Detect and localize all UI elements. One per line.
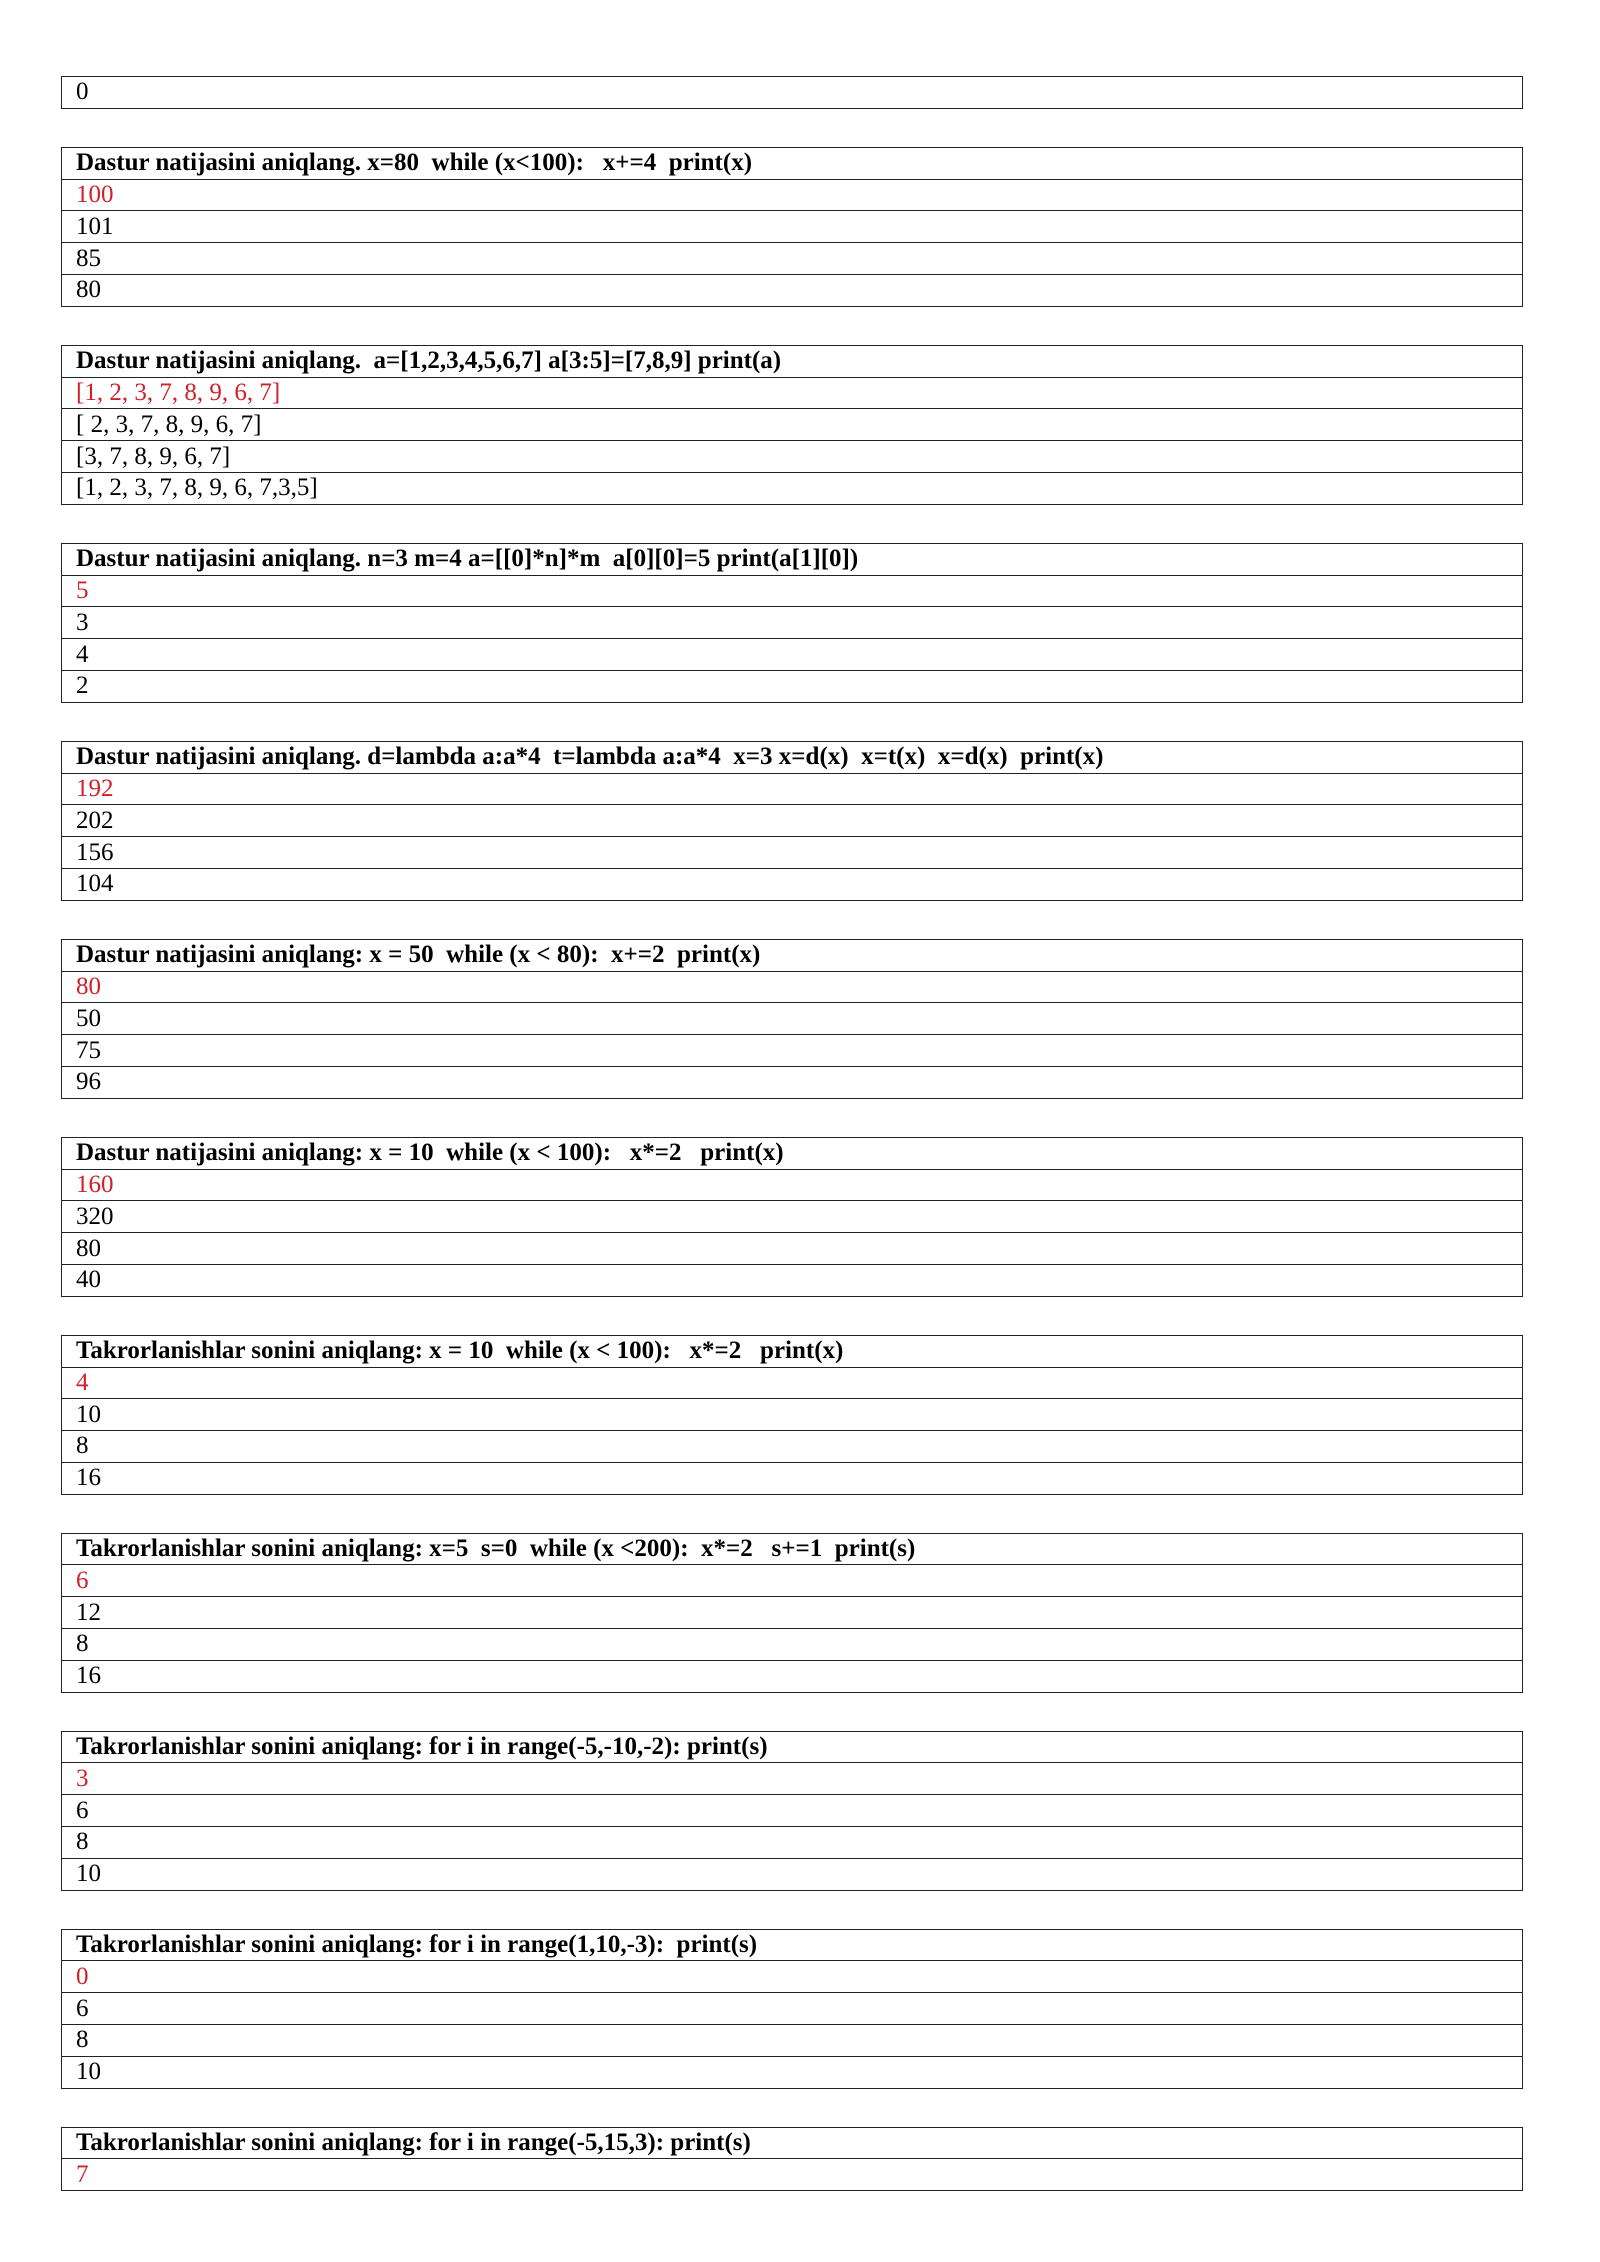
correct-answer-option: 80 — [62, 971, 1523, 1003]
question-table — [61, 345, 1523, 505]
correct-answer-option: 0 — [62, 1961, 1523, 1993]
question-table — [61, 2127, 1523, 2192]
answer-option: 6 — [62, 1993, 1523, 2025]
answer-option: [1, 2, 3, 7, 8, 9, 6, 7,3,5] — [62, 472, 1523, 504]
answer-option: [ 2, 3, 7, 8, 9, 6, 7] — [62, 409, 1523, 441]
answer-option: 80 — [62, 274, 1523, 306]
answer-option: 8 — [62, 1431, 1523, 1463]
answer-option: 8 — [62, 2025, 1523, 2057]
answer-option: 0 — [76, 78, 89, 106]
answer-option: 2 — [62, 670, 1523, 702]
question-text: Takrorlanishlar sonini aniqlang: for i in range(1,10,-3): print(s) — [76, 1931, 758, 1959]
leading-answer-table — [61, 76, 1523, 109]
question-text: Takrorlanishlar sonini aniqlang: x = 10 while (x < 100): x*=2 print(x) — [76, 1337, 844, 1365]
question-table — [61, 1335, 1523, 1495]
answer-option: 10 — [62, 1858, 1523, 1890]
answer-option: 12 — [62, 1597, 1523, 1629]
answer-option: 202 — [62, 805, 1523, 837]
question-text: Dastur natijasini aniqlang. d=lambda a:a*4 t=lambda a:a*4 x=3 x=d(x) x=t(x) x=d(x) print(x) — [76, 743, 1104, 771]
correct-answer-option: 192 — [62, 773, 1523, 805]
question-text: Takrorlanishlar sonini aniqlang: for i in range(-5,-10,-2): print(s) — [76, 1733, 768, 1761]
answer-option: 6 — [62, 1795, 1523, 1827]
correct-answer-option: [1, 2, 3, 7, 8, 9, 6, 7] — [62, 377, 1523, 409]
correct-answer-option: 5 — [62, 575, 1523, 607]
answer-option: 101 — [62, 211, 1523, 243]
answer-option: 104 — [62, 868, 1523, 900]
answer-option: 4 — [62, 639, 1523, 671]
question-text: Dastur natijasini aniqlang: x = 10 while (x < 100): x*=2 print(x) — [76, 1139, 784, 1167]
answer-option: 40 — [62, 1264, 1523, 1296]
correct-answer-option: 3 — [62, 1763, 1523, 1795]
question-table — [61, 543, 1523, 703]
correct-answer-option: 4 — [62, 1367, 1523, 1399]
question-table — [61, 1533, 1523, 1693]
question-text: Dastur natijasini aniqlang. a=[1,2,3,4,5,6,7] a[3:5]=[7,8,9] print(a) — [76, 347, 782, 375]
answer-option: 50 — [62, 1003, 1523, 1035]
answer-option: 10 — [62, 2056, 1523, 2088]
question-table — [61, 1731, 1523, 1891]
answer-option: 8 — [62, 1629, 1523, 1661]
question-table — [61, 939, 1523, 1099]
question-text: Dastur natijasini aniqlang. x=80 while (x<100): x+=4 print(x) — [76, 149, 753, 177]
answer-option: 3 — [62, 607, 1523, 639]
answer-option: 85 — [62, 243, 1523, 275]
answer-option: 10 — [62, 1399, 1523, 1431]
answer-option: 80 — [62, 1233, 1523, 1265]
answer-option: 16 — [62, 1462, 1523, 1494]
answer-option: 156 — [62, 837, 1523, 869]
question-text: Dastur natijasini aniqlang: x = 50 while (x < 80): x+=2 print(x) — [76, 941, 761, 969]
question-table — [61, 1929, 1523, 2089]
correct-answer-option: 100 — [62, 179, 1523, 211]
answer-option: [3, 7, 8, 9, 6, 7] — [62, 441, 1523, 473]
answer-option: 320 — [62, 1201, 1523, 1233]
question-list — [61, 147, 1523, 2191]
answer-option: 75 — [62, 1035, 1523, 1067]
document-page — [61, 76, 1523, 2229]
question-table — [61, 1137, 1523, 1297]
correct-answer-option: 6 — [62, 1565, 1523, 1597]
answer-option: 16 — [62, 1660, 1523, 1692]
question-text: Takrorlanishlar sonini aniqlang: for i in range(-5,15,3): print(s) — [76, 2129, 751, 2157]
correct-answer-option: 160 — [62, 1169, 1523, 1201]
answer-option: 8 — [62, 1827, 1523, 1859]
question-text: Dastur natijasini aniqlang. n=3 m=4 a=[[0]*n]*m a[0][0]=5 print(a[1][0]) — [76, 545, 859, 573]
answer-option: 96 — [62, 1066, 1523, 1098]
question-text: Takrorlanishlar sonini aniqlang: x=5 s=0 while (x <200): x*=2 s+=1 print(s) — [76, 1535, 916, 1563]
correct-answer-option: 7 — [62, 2159, 1523, 2191]
question-table — [61, 741, 1523, 901]
question-table — [61, 147, 1523, 307]
